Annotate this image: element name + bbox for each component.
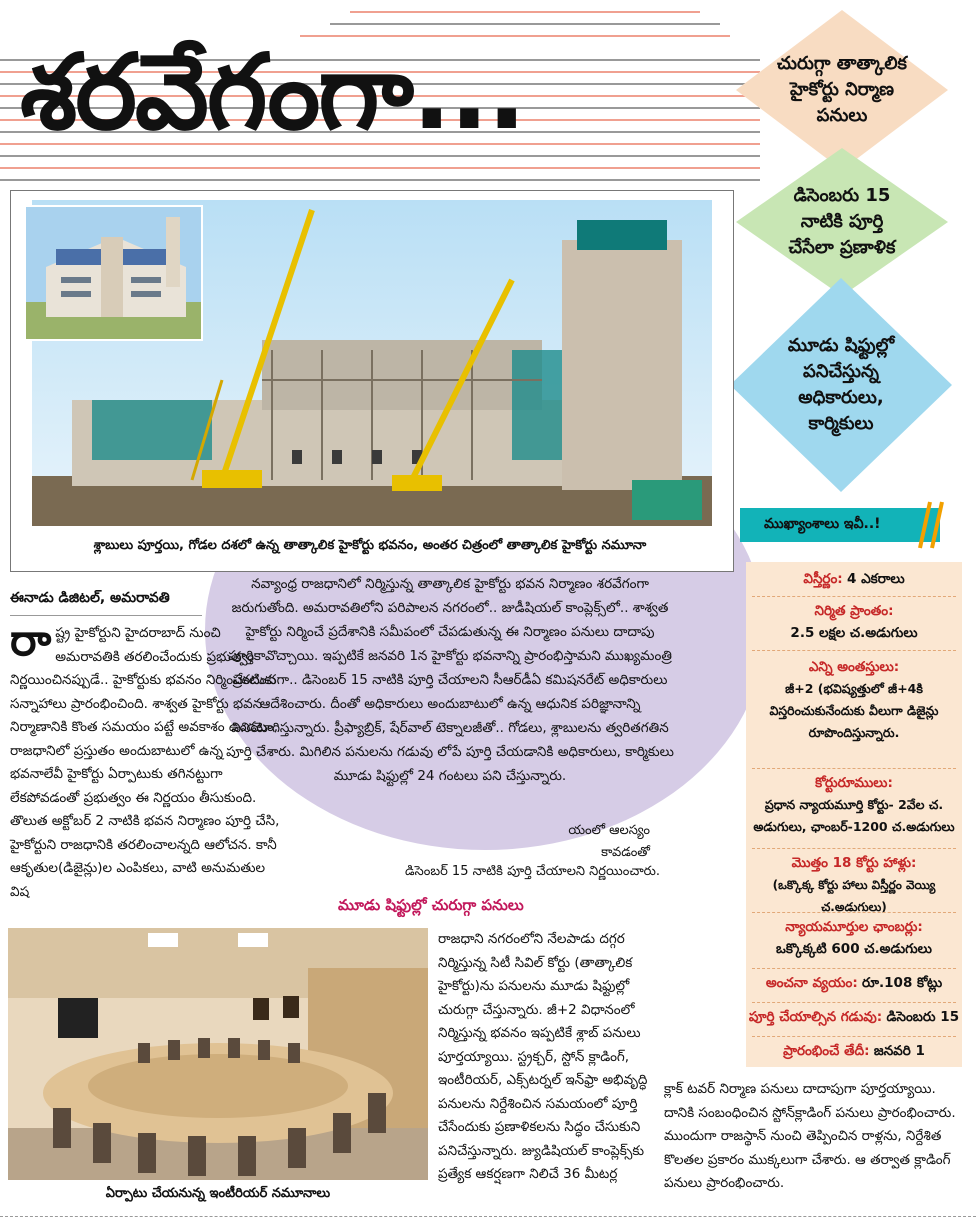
bottom-rule	[0, 1216, 976, 1217]
diamond-2-text: డిసెంబరు 15 నాటికి పూర్తి చేసేలా ప్రణాళిక	[788, 184, 896, 259]
fact-value: ప్రధాన న్యాయమూర్తి కోర్టు- 2వేల చ. అడుగులు, ఛాంబర్-1200 చ.అడుగులు	[753, 797, 955, 834]
subheading: మూడు షిఫ్టుల్లో చురుగ్గా పనులు	[338, 896, 524, 914]
diamond-3-text: మూడు షిఫ్టుల్లో పనిచేస్తున్న అధికారులు, కార్మికులు	[787, 334, 895, 435]
fact-value: డిసెంబరు 15	[886, 1009, 960, 1025]
highlights-title: ముఖ్యాంశాలు ఇవీ..!	[764, 516, 881, 532]
fact-chambers	[746, 916, 962, 960]
article-column-3: క్లాక్ టవర్ నిర్మాణ పనులు దాదాపుగా పూర్తయ్యాయి. దానికి సంబంధించిన స్టోన్‌క్లాడింగ్ పనులు ప్రారంభించారు. ముందుగా రాజస్థాన్ నుంచి తెప్పించిన రాళ్లను, నిర్దేశిత కొలతల ప్రకారం ముక్కలుగా చేశారు. ఆ తర్వాత క్లాడింగ్ పనులు ప్రారంభించారు.	[664, 1081, 956, 1191]
highlights-banner	[740, 508, 940, 542]
drop-cap: రా	[10, 615, 52, 666]
continuation-text-a: యంలో ఆలస్యం కావడంతో	[568, 823, 650, 860]
fact-floors	[746, 656, 962, 744]
fact-label: విస్తీర్ణం:	[803, 571, 843, 587]
fact-value: (ఒక్కొక్క కోర్టు హాలు విస్తీర్ణం వెయ్యి చ.అడుగులు)	[772, 878, 936, 914]
fact-label: నిర్మిత ప్రాంతం:	[814, 603, 894, 619]
fact-label: న్యాయమూర్తుల ఛాంబర్లు:	[785, 919, 923, 935]
slash-decoration	[916, 498, 946, 552]
fact-label: మొత్తం 18 కోర్టు హాళ్లు:	[791, 855, 917, 871]
article-column-1	[10, 615, 280, 904]
fact-courtrooms	[746, 772, 962, 838]
fact-label: అంచనా వ్యయం:	[765, 975, 858, 991]
fact-estimate	[746, 972, 962, 994]
column-1-text: ష్ట్ర హైకోర్టుని హైదరాబాద్ నుంచి అమరావతికి తరలించేందుకు ప్రభుత్వం నిర్ణయించినప్పుడే.. హైకోర్టుకు భవనం నిర్మించేందుకు సన్నాహాలు ప్రారంభించింది. శాశ్వత హైకోర్టు భవన నిర్మాణానికి కొంత సమయం పట్టే అవకాశం ఉండటం, రాజధానిలో ప్రస్తుతం అందుబాటులో ఉన్న భవనాలేవీ హైకోర్టు ఏర్పాటుకు తగినట్టుగా లేకపోవడంతో ప్రభుత్వం ఈ నిర్ణయం తీసుకుంది. తొలుత అక్టోబర్ 2 నాటికి భవన నిర్మాణం పూర్తి చేసి, హైకోర్టుని రాజధానికి తరలించాలన్నది ఆలోచన. కానీ ఆకృతుల(డిజైన్లు)ల ఎంపికలు, వాటి అనుమతుల విష	[10, 625, 280, 900]
byline: ఈనాడు డిజిటల్, అమరావతి	[10, 590, 202, 616]
diamond-1-text: చురుగ్గా తాత్కాలిక హైకోర్టు నిర్మాణ పనులు	[777, 52, 907, 127]
diamond-1	[736, 10, 948, 170]
interior-room-image	[8, 928, 428, 1180]
model-inset-image	[24, 205, 203, 341]
fact-court-halls	[746, 852, 962, 918]
fact-deadline	[746, 1006, 962, 1028]
highlights-panel	[746, 562, 962, 1067]
intro-text: నవ్యాంధ్ర రాజధానిలో నిర్మిస్తున్న తాత్కాలిక హైకోర్టు భవన నిర్మాణం శరవేగంగా జరుగుతోంది. అమరావతిలోని పరిపాలన నగరంలో.. జుడీషియల్ కాంప్లెక్స్‌లో.. శాశ్వత హైకోర్టు నిర్మించే ప్రదేశానికి సమీపంలో చేపడుతున్న ఈ నిర్మాణం పనులు దాదాపు పూర్తికావొచ్చాయి. ఇప్పటికే జనవరి 1న హైకోర్టు భవనాన్ని ప్రారంభిస్తామని ముఖ్యమంత్రి ప్రకటించగా.. డిసెంబర్ 15 నాటికి పూర్తి చేయాలని సీఆర్‌డీఏ కమిషనరేట్ అధికారులు ఆదేశించారు. దీంతో అధికారులు అందుబాటులో ఉన్న ఆధునిక పరిజ్ఞానాన్ని వినియోగిస్తున్నారు. ప్రీఫ్యాబ్రిక్, షేర్‌వాల్ టెక్నాలజీతో.. గోడలు, శ్లాబులను త్వరితగతిన పూర్తి చేశారు. మిగిలిన పనులను గడువు లోపే పూర్తి చేయడానికి అధికారులు, కార్మికులు మూడు షిఫ్టుల్లో 24 గంటలు పని చేస్తున్నారు.	[226, 576, 674, 784]
fact-value: జీ+2 (భవిష్యత్తులో జీ+4కి విస్తరించుకునేందుకు వీలుగా డిజైన్లు రూపొందిస్తున్నారు.	[769, 681, 939, 740]
fact-value: ఒక్కొక్కటి 600 చ.అడుగులు	[776, 941, 932, 957]
fact-value: జనవరి 1	[873, 1043, 925, 1059]
continuation-text-b: డిసెంబర్ 15 నాటికి పూర్తి చేయాలని నిర్ణయించారు.	[405, 864, 660, 879]
fact-label: పూర్తి చేయాల్సిన గడువు:	[748, 1009, 883, 1025]
fact-label: కోర్టురూములు:	[815, 775, 893, 791]
fact-built-area	[746, 600, 962, 644]
fact-value: రూ.108 కోట్లు	[862, 975, 943, 991]
diamond-3	[730, 278, 952, 492]
diamond-2	[736, 148, 948, 296]
fact-value: 4 ఎకరాలు	[846, 571, 905, 587]
fact-area	[746, 568, 962, 590]
photo-caption: శ్లాబులు పూర్తయి, గోడల దశలో ఉన్న తాత్కాలిక హైకోర్టు భవనం, అంతర చిత్రంలో తాత్కాలిక హైకోర్టు నమూనా	[93, 538, 647, 553]
headline: శరవేగంగా...	[20, 31, 525, 153]
fact-value: 2.5 లక్షల చ.అడుగులు	[790, 625, 918, 641]
article-column-2: రాజధాని నగరంలోని నేలపాడు దగ్గర నిర్మిస్తున్న సిటీ సివిల్ కోర్టు (తాత్కాలిక హైకోర్టు)ను పనులను మూడు షిఫ్టుల్లో చురుగ్గా చేస్తున్నారు. జీ+2 విధానంలో నిర్మిస్తున్న భవనం ఇప్పటికే శ్లాబ్ పనులు పూర్తయ్యాయి. స్ట్రక్చర్, స్టోన్ క్లాడింగ్, ఇంటీరియర్, ఎక్స్‌టర్నల్ ఇన్‌ఫ్రా అభివృద్ధి పనులను నిర్దేశించిన సమయంలో పూర్తి చేసేందుకు ప్రణాళికలను సిద్ధం చేసుకుని పనిచేస్తున్నారు. జ్యుడిషియల్ కాంప్లెక్స్‌కు ప్రత్యేక ఆకర్షణగా నిలిచే 36 మీటర్ల	[438, 931, 648, 1182]
fact-launch-date	[746, 1040, 962, 1062]
room-caption: ఏర్పాటు చేయనున్న ఇంటీరియర్ నమూనాలు	[105, 1186, 331, 1201]
fact-label: ప్రారంభించే తేదీ:	[783, 1043, 870, 1059]
fact-label: ఎన్ని అంతస్తులు:	[808, 659, 900, 675]
